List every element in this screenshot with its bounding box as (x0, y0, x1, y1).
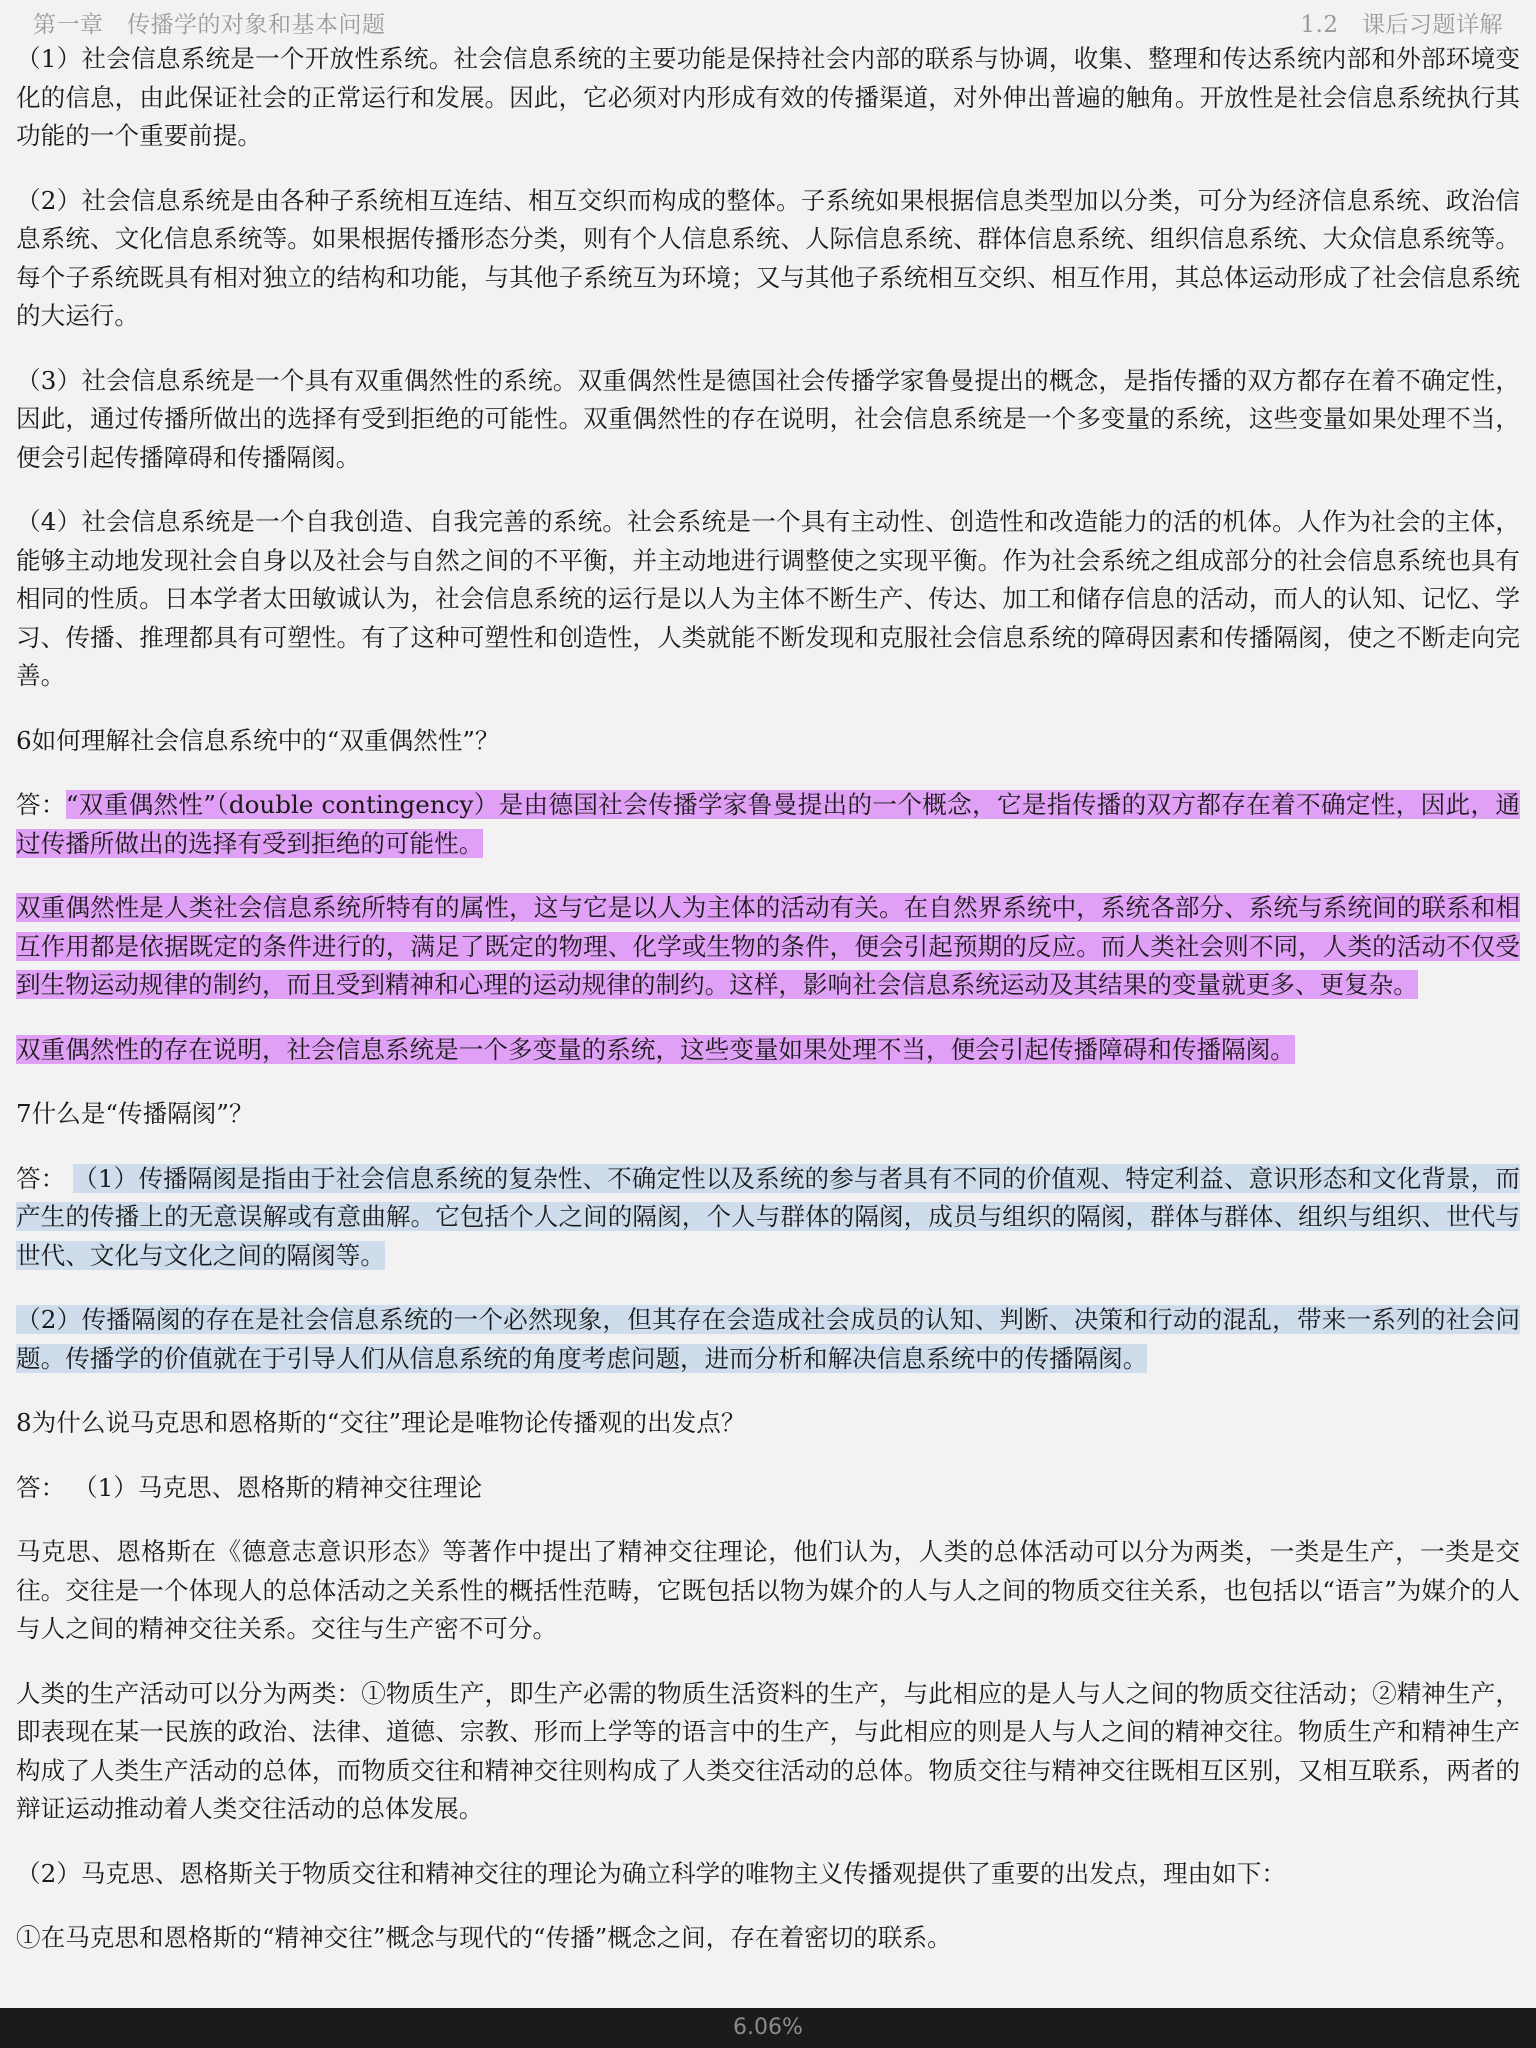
question-text: 8为什么说马克思和恩格斯的“交往”理论是唯物论传播观的出发点？ (16, 1408, 746, 1437)
question-heading[interactable] (16, 1095, 1520, 1134)
paragraph[interactable] (16, 1855, 1520, 1894)
chapter-title: 第一章 传播学的对象和基本问题 (33, 12, 386, 38)
question-text: 6如何理解社会信息系统中的“双重偶然性”？ (16, 725, 500, 755)
paragraph-text: （3）社会信息系统是一个具有双重偶然性的系统。双重偶然性是德国社会传播学家鲁曼提出的概念，是指传播的双方都存在着不确定性，因此，通过传播所做出的选择有受到拒绝的可能性。双重偶然性的存在说明，社会信息系统是一个多变量的系统，这些变量如果处理不当，便会引起传播障碍和传播隔阂。 (16, 365, 1520, 472)
answer-label: 答： (16, 1163, 74, 1193)
paragraph[interactable] (16, 1919, 1520, 1958)
paragraph[interactable] (16, 503, 1520, 696)
paragraph-text: （4）社会信息系统是一个自我创造、自我完善的系统。社会系统是一个具有主动性、创造性和改造能力的活的机体。人作为社会的主体，能够主动地发现社会自身以及社会与自然之间的不平衡，并主动地进行调整使之实现平衡。作为社会系统之组成部分的社会信息系统也具有相同的性质。日本学者太田敏诚认为，社会信息系统的运行是以人为主体不断生产、传达、加工和储存信息的活动，而人的认知、记忆、学习、传播、推理都具有可塑性。有了这种可塑性和创造性，人类就能不断发现和克服社会信息系统的障碍因素和传播隔阂，使之不断走向完善。 (16, 507, 1520, 690)
highlighted-text-pink[interactable]: 双重偶然性是人类社会信息系统所特有的属性，这与它是以人为主体的活动有关。在自然界系统中，系统各部分、系统与系统间的联系和相互作用都是依据既定的条件进行的，满足了既定的物理、化学或生物的条件，便会引起预期的反应。而人类社会则不同，人类的活动不仅受到生物运动规律的制约，而且受到精神和心理的运动规律的制约。这样，影响社会信息系统运动及其结果的变量就更多、更复杂。 (16, 893, 1520, 999)
answer-paragraph[interactable] (16, 786, 1520, 863)
answer-paragraph[interactable] (16, 1469, 1520, 1508)
paragraph[interactable] (16, 889, 1520, 1005)
paragraph[interactable] (16, 1301, 1520, 1378)
highlighted-text-blue[interactable]: （1）传播隔阂是指由于社会信息系统的复杂性、不确定性以及系统的参与者具有不同的价值观、特定利益、意识形态和文化背景，而产生的传播上的无意误解或有意曲解。它包括个人之间的隔阂，个人与群体的隔阂，成员与组织的隔阂，群体与群体、组织与组织、世代与世代、文化与文化之间的隔阂等。 (16, 1163, 1520, 1270)
paragraph[interactable] (16, 362, 1520, 478)
highlighted-text-blue[interactable]: （2）传播隔阂的存在是社会信息系统的一个必然现象，但其存在会造成社会成员的认知、判断、决策和行动的混乱，带来一系列的社会问题。传播学的价值就在于引导人们从信息系统的角度考虑问题，进而分析和解决信息系统中的传播隔阂。 (16, 1305, 1520, 1373)
paragraph-text: 人类的生产活动可以分为两类：①物质生产，即生产必需的物质生活资料的生产，与此相应的是人与人之间的物质交往活动；②精神生产，即表现在某一民族的政治、法律、道德、宗教、形而上学等的语言中的生产，与此相应的则是人与人之间的精神交往。物质生产和精神生产构成了人类生产活动的总体，而物质交往和精神交往则构成了人类交往活动的总体。物质交往与精神交往既相互区别，又相互联系，两者的辩证运动推动着人类交往活动的总体发展。 (16, 1678, 1520, 1823)
paragraph[interactable] (16, 182, 1520, 336)
highlighted-text-pink[interactable]: “双重偶然性”（double contingency）是由德国社会传播学家鲁曼提出的一个概念，它是指传播的双方都存在着不确定性，因此，通过传播所做出的选择有受到拒绝的可能性。 (16, 790, 1520, 858)
answer-label: 答： (16, 1472, 74, 1502)
question-heading[interactable] (16, 1404, 1520, 1443)
question-heading[interactable] (16, 722, 1520, 761)
highlighted-text-pink[interactable]: 双重偶然性的存在说明，社会信息系统是一个多变量的系统，这些变量如果处理不当，便会引起传播障碍和传播隔阂。 (16, 1034, 1295, 1064)
paragraph-text: （2）社会信息系统是由各种子系统相互连结、相互交织而构成的整体。子系统如果根据信息类型加以分类，可分为经济信息系统、政治信息系统、文化信息系统等。如果根据传播形态分类，则有个人信息系统、人际信息系统、群体信息系统、组织信息系统、大众信息系统等。每个子系统既具有相对独立的结构和功能，与其他子系统互为环境；又与其他子系统相互交织、相互作用，其总体运动形成了社会信息系统的大运行。 (16, 185, 1520, 330)
paragraph[interactable] (16, 1533, 1520, 1649)
paragraph-text: （1）马克思、恩格斯的精神交往理论 (73, 1472, 483, 1502)
section-title: 1.2 课后习题详解 (1300, 12, 1503, 38)
reading-progress-bar (0, 2008, 1536, 2048)
paragraph[interactable] (16, 1031, 1520, 1070)
question-text: 7什么是“传播隔阂”？ (16, 1099, 254, 1128)
paragraph-text: ①在马克思和恩格斯的“精神交往”概念与现代的“传播”概念之间，存在着密切的联系。 (16, 1923, 952, 1952)
reader-content[interactable] (16, 40, 1520, 1984)
paragraph[interactable] (16, 1675, 1520, 1829)
paragraph-text: （2）马克思、恩格斯关于物质交往和精神交往的理论为确立科学的唯物主义传播观提供了重要的出发点，理由如下： (16, 1858, 1286, 1888)
answer-paragraph[interactable] (16, 1160, 1520, 1276)
reading-progress-percent: 6.06% (733, 2015, 803, 2040)
answer-label: 答： (16, 790, 66, 819)
paragraph-text: 马克思、恩格斯在《德意志意识形态》等著作中提出了精神交往理论，他们认为，人类的总体活动可以分为两类，一类是生产，一类是交往。交往是一个体现人的总体活动之关系性的概括性范畴，它既包括以物为媒介的人与人之间的物质交往关系，也包括以“语言”为媒介的人与人之间的精神交往关系。交往与生产密不可分。 (16, 1537, 1520, 1643)
page-header (0, 0, 1536, 40)
paragraph[interactable] (16, 40, 1520, 156)
paragraph-text: （1）社会信息系统是一个开放性系统。社会信息系统的主要功能是保持社会内部的联系与协调，收集、整理和传达系统内部和外部环境变化的信息，由此保证社会的正常运行和发展。因此，它必须对内形成有效的传播渠道，对外伸出普遍的触角。开放性是社会信息系统执行其功能的一个重要前提。 (16, 44, 1520, 150)
